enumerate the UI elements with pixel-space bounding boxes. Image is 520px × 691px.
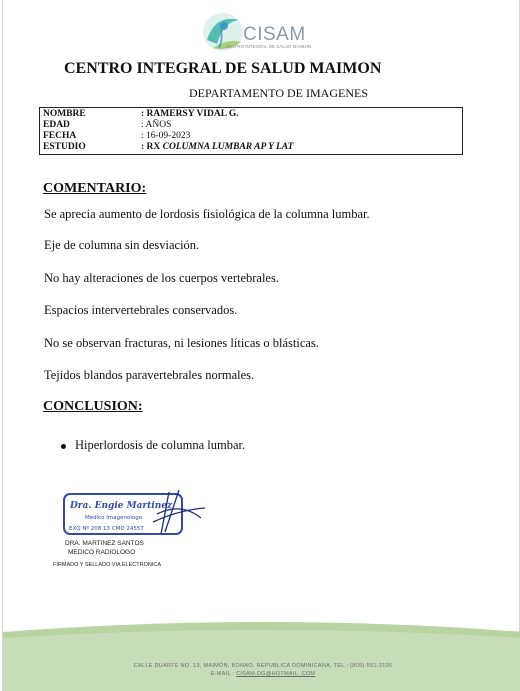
footer-email-line (3, 671, 520, 677)
comentario-line: No se observan fracturas, ni lesiones líticas o blásticas. (44, 336, 319, 350)
logo-name: CISAM (243, 24, 306, 45)
info-label: EDAD (43, 120, 70, 130)
bullet-dot (61, 444, 66, 449)
doctor-title: MEDICO RADIOLOGO (68, 549, 136, 556)
patient-info-box (39, 107, 463, 155)
svg-text:EXQ Nº 208 13 CMD 24557: EXQ Nº 208 13 CMD 24557 (69, 526, 144, 532)
svg-text:Medico Imagenologo: Medico Imagenologo (85, 515, 143, 521)
logo-subtitle: CENTRO INTEGRAL DE SALUD MAIMON (225, 44, 312, 49)
document-page (2, 0, 520, 691)
info-value: : RAMERSY VIDAL G. (141, 109, 239, 119)
document-title: CENTRO INTEGRAL DE SALUD MAIMON (64, 60, 382, 77)
doctor-name: DRA. MARTINEZ SANTOS (65, 540, 144, 547)
comentario-line: Se aprecia aumento de lordosis fisiológica de la columna lumbar. (44, 207, 370, 221)
signature-note: FIRMADO Y SELLADO VIA ELECTRONICA (53, 562, 161, 568)
department-name: DEPARTAMENTO DE IMAGENES (189, 86, 368, 100)
conclusion-item: Hiperlordosis de columna lumbar. (75, 438, 246, 452)
info-value: : 16-09-2023 (141, 131, 191, 141)
footer-email-label: E-MAIL : (210, 671, 237, 677)
study-name: COLUMNA LUMBAR AP Y LAT (162, 142, 294, 152)
info-label: NOMBRE (43, 109, 86, 119)
study-prefix: : RX (141, 142, 163, 152)
info-label: ESTUDIO (43, 142, 86, 152)
info-value: : AÑOS (141, 120, 172, 130)
comentario-line: Eje de columna sin desviación. (44, 238, 200, 252)
footer-email[interactable]: CISAM.DG@HOTMAIL .COM (236, 671, 316, 677)
footer-wave (3, 618, 520, 691)
info-value (141, 142, 293, 153)
conclusion-heading: CONCLUSION: (43, 399, 143, 414)
signature-stamp (61, 488, 211, 538)
comentario-line: Tejidos blandos paravertebrales normales. (44, 368, 255, 382)
svg-text:Dra. Engie Martinez: Dra. Engie Martinez (70, 501, 173, 511)
info-label: FECHA (43, 131, 77, 141)
footer-address: CALLE DUARTE NO. 13, MAIMÓN, BONAO, REPUBLICA DOMINICANA, TEL.: (809)-551-2106 (133, 663, 393, 669)
comentario-line: Espacios intervertebrales conservados. (44, 303, 238, 317)
comentario-heading: COMENTARIO: (43, 181, 147, 196)
comentario-line: No hay alteraciones de los cuerpos vertebrales. (44, 271, 279, 285)
